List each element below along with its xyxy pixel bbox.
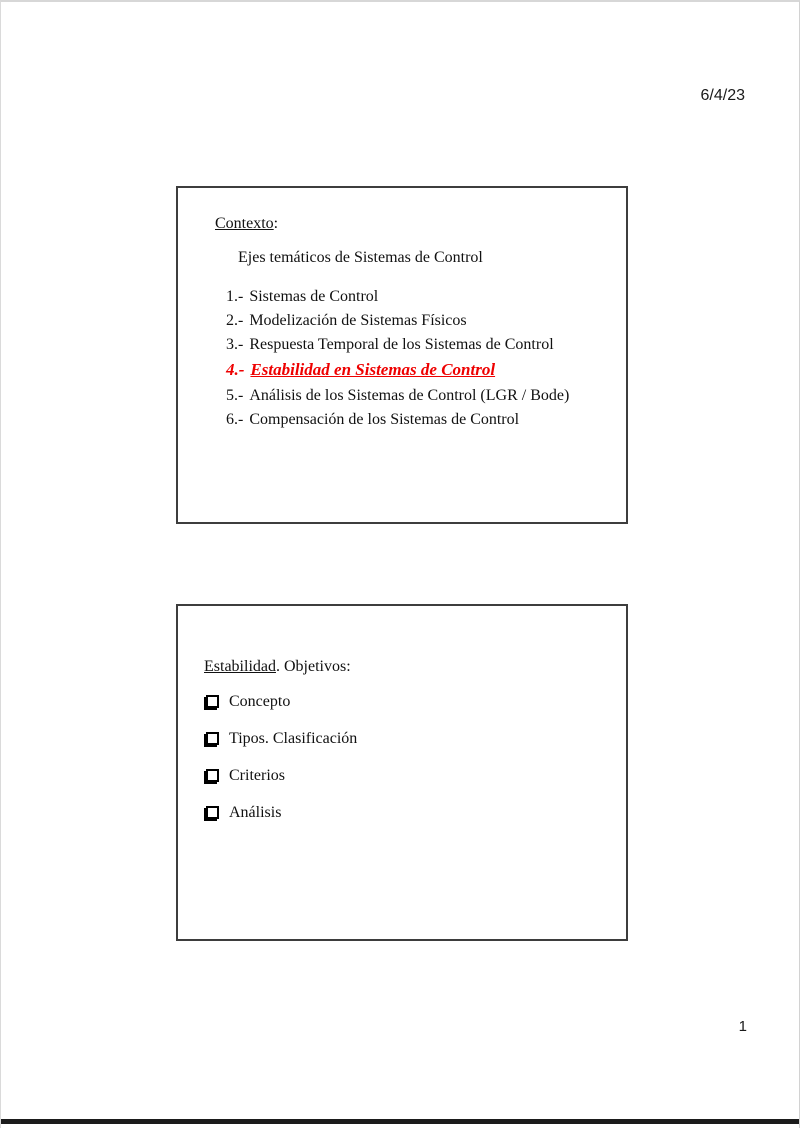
list-item-number: 5.- xyxy=(226,387,244,404)
slide-2-estabilidad-objetivos xyxy=(176,604,628,941)
checkbox-bullet-icon xyxy=(206,806,219,819)
objective-item xyxy=(204,766,612,786)
objective-label: Tipos. Clasificación xyxy=(229,730,358,747)
objective-label: Análisis xyxy=(229,804,282,821)
checkbox-bullet-icon xyxy=(206,732,219,745)
list-item xyxy=(226,410,612,429)
objective-label: Concepto xyxy=(229,693,291,710)
list-item xyxy=(226,386,612,405)
list-item-text: Estabilidad en Sistemas de Control xyxy=(250,360,496,379)
slide1-title xyxy=(215,214,612,234)
list-item-number: 3.- xyxy=(226,336,244,353)
checkbox-bullet-icon xyxy=(206,695,219,708)
slide2-title-text: Estabilidad xyxy=(204,658,276,675)
objective-item xyxy=(204,729,612,749)
list-item-number: 6.- xyxy=(226,411,244,428)
list-item-number: 1.- xyxy=(226,288,244,305)
checkbox-bullet-icon xyxy=(206,769,219,782)
list-item-text: Respuesta Temporal de los Sistemas de Control xyxy=(249,336,554,353)
slide1-title-colon: : xyxy=(273,215,279,232)
list-item-number: 4.- xyxy=(226,360,245,379)
objective-item xyxy=(204,803,612,823)
list-item-text: Compensación de los Sistemas de Control xyxy=(249,411,520,428)
list-item-number: 2.- xyxy=(226,312,244,329)
slide-1-contexto xyxy=(176,186,628,524)
list-item xyxy=(226,287,612,306)
slide1-title-text: Contexto xyxy=(215,215,274,232)
list-item-text: Sistemas de Control xyxy=(249,288,379,305)
slide2-title xyxy=(204,657,612,677)
list-item xyxy=(226,335,612,354)
page-number: 1 xyxy=(738,1018,747,1035)
slide2-title-suffix: . Objetivos: xyxy=(275,658,351,675)
objective-label: Criterios xyxy=(229,767,285,784)
slide1-topic-list xyxy=(215,287,612,429)
objective-item xyxy=(204,692,612,712)
list-item xyxy=(226,311,612,330)
header-date: 6/4/23 xyxy=(700,87,745,104)
slide1-subtitle: Ejes temáticos de Sistemas de Control xyxy=(238,249,483,266)
list-item-text: Modelización de Sistemas Físicos xyxy=(249,312,467,329)
page-bottom-edge xyxy=(1,1119,799,1124)
list-item-highlighted xyxy=(226,359,612,380)
list-item-text: Análisis de los Sistemas de Control (LGR / Bode) xyxy=(249,387,570,404)
